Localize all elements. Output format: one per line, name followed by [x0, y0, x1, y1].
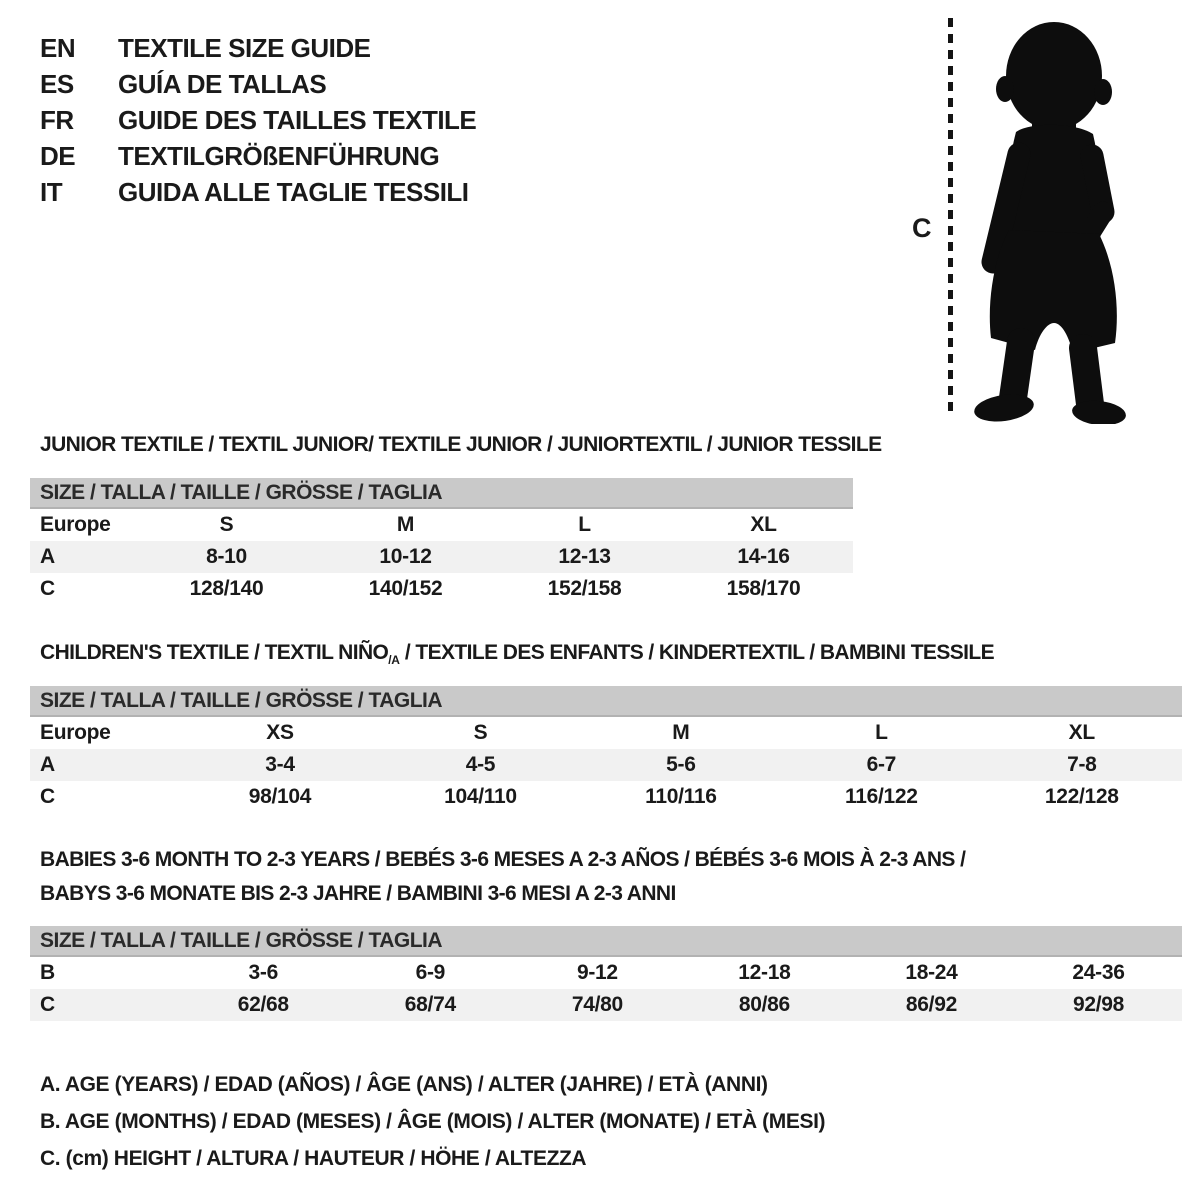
lang-code: DE — [40, 140, 76, 171]
height-cell: 98/104 — [248, 785, 312, 808]
guide-title-en: TEXTILE SIZE GUIDE — [118, 32, 371, 63]
language-title-list — [40, 30, 476, 210]
children-heading-suffix: / TEXTILE DES ENFANTS / KINDERTEXTIL / BAMBINI TESSILE — [399, 641, 995, 664]
height-cell: 140/152 — [368, 577, 443, 600]
age-cell: 8-10 — [206, 545, 247, 568]
guide-title-de: TEXTILGRÖßENFÜHRUNG — [118, 140, 440, 171]
row-label: C — [40, 993, 55, 1016]
height-cell: 158/170 — [726, 577, 801, 600]
size-cell: L — [875, 721, 888, 744]
row-label: C — [40, 577, 55, 600]
lang-row-de — [40, 138, 476, 174]
babies-size-table — [30, 926, 1182, 1021]
size-cell: XL — [1068, 721, 1095, 744]
junior-section-heading: JUNIOR TEXTILE / TEXTIL JUNIOR/ TEXTILE JUNIOR / JUNIORTEXTIL / JUNIOR TESSILE — [40, 433, 882, 456]
junior-size-table — [30, 478, 853, 605]
size-header-bar: SIZE / TALLA / TAILLE / GRÖSSE / TAGLIA — [30, 686, 1182, 717]
table-row-height — [30, 573, 853, 605]
age-cell: 12-13 — [558, 545, 611, 568]
size-cell: XL — [750, 513, 777, 536]
height-cell: 62/68 — [237, 993, 289, 1016]
size-cell: M — [672, 721, 690, 744]
guide-title-fr: GUIDE DES TAILLES TEXTILE — [118, 104, 477, 135]
guide-title-es: GUÍA DE TALLAS — [118, 68, 327, 99]
legend-line-a: A. AGE (YEARS) / EDAD (AÑOS) / ÂGE (ANS) / ALTER (JAHRE) / ETÀ (ANNI) — [40, 1073, 768, 1096]
table-row-age-months — [30, 957, 1182, 989]
size-cell: S — [219, 513, 234, 536]
height-cell: 104/110 — [444, 785, 517, 808]
size-cell: S — [473, 721, 488, 744]
age-cell: 5-6 — [666, 753, 696, 776]
age-cell: 10-12 — [379, 545, 432, 568]
table-row-europe — [30, 509, 853, 541]
legend-line-b: B. AGE (MONTHS) / EDAD (MESES) / ÂGE (MOIS) / ALTER (MONATE) / ETÀ (MESI) — [40, 1110, 826, 1133]
table-row-age — [30, 541, 853, 573]
row-label: A — [40, 753, 55, 776]
babies-heading-line-1: BABIES 3-6 MONTH TO 2-3 YEARS / BEBÉS 3-6 MESES A 2-3 AÑOS / BÉBÉS 3-6 MOIS À 2-3 ANS / — [40, 848, 966, 871]
height-cell: 74/80 — [571, 993, 623, 1016]
table-row-age — [30, 749, 1182, 781]
babies-section-heading — [40, 843, 965, 911]
age-cell: 3-4 — [265, 753, 295, 776]
table-row-height — [30, 989, 1182, 1021]
height-cell: 110/116 — [645, 785, 717, 808]
row-label: Europe — [40, 513, 111, 536]
height-measure-dashed-line — [948, 18, 953, 418]
height-cell: 68/74 — [404, 993, 456, 1016]
size-cell: M — [396, 513, 415, 536]
age-cell: 9-12 — [576, 961, 618, 984]
height-cell: 92/98 — [1072, 993, 1125, 1016]
age-cell: 4-5 — [465, 753, 496, 776]
size-cell: L — [578, 513, 591, 536]
size-header-bar: SIZE / TALLA / TAILLE / GRÖSSE / TAGLIA — [30, 926, 1182, 957]
row-label: Europe — [40, 721, 111, 744]
lang-code: ES — [40, 68, 74, 99]
age-cell: 3-6 — [248, 961, 278, 984]
height-measure-label: C — [912, 213, 932, 243]
lang-code: EN — [40, 32, 76, 63]
table-row-europe — [30, 717, 1182, 749]
row-label: B — [40, 961, 55, 984]
children-size-table — [30, 686, 1182, 813]
age-cell: 7-8 — [1067, 753, 1097, 776]
lang-row-es — [40, 66, 476, 102]
row-label: A — [40, 545, 55, 568]
size-cell: XS — [266, 721, 294, 744]
lang-code: IT — [40, 176, 63, 207]
height-cell: 80/86 — [738, 993, 790, 1016]
height-cell: 152/158 — [547, 577, 622, 600]
height-cell: 86/92 — [905, 993, 957, 1016]
size-header-bar: SIZE / TALLA / TAILLE / GRÖSSE / TAGLIA — [30, 478, 853, 509]
lang-row-en — [40, 30, 476, 66]
table-row-height — [30, 781, 1182, 813]
age-cell: 6-7 — [866, 753, 897, 776]
toddler-silhouette-icon — [962, 12, 1144, 424]
age-cell: 14-16 — [737, 545, 790, 568]
height-cell: 128/140 — [189, 577, 264, 600]
age-cell: 24-36 — [1072, 961, 1125, 984]
height-cell: 116/122 — [845, 785, 918, 808]
height-cell: 122/128 — [1044, 785, 1119, 808]
age-cell: 6-9 — [415, 961, 446, 984]
measurement-legend — [40, 1066, 825, 1177]
lang-code: FR — [40, 104, 74, 135]
legend-line-c: C. (cm) HEIGHT / ALTURA / HAUTEUR / HÖHE / ALTEZZA — [40, 1147, 587, 1170]
age-cell: 12-18 — [738, 961, 791, 984]
children-heading-prefix: CHILDREN'S TEXTILE / TEXTIL NIÑO — [40, 641, 389, 664]
lang-row-fr — [40, 102, 476, 138]
age-cell: 18-24 — [905, 961, 958, 984]
babies-heading-line-2: BABYS 3-6 MONATE BIS 2-3 JAHRE / BAMBINI 3-6 MESI A 2-3 ANNI — [40, 882, 676, 905]
row-label: C — [40, 785, 55, 808]
children-section-heading — [40, 641, 994, 667]
lang-row-it — [40, 174, 476, 210]
children-heading-subscript: /A — [388, 653, 400, 667]
guide-title-it: GUIDA ALLE TAGLIE TESSILI — [118, 176, 469, 207]
